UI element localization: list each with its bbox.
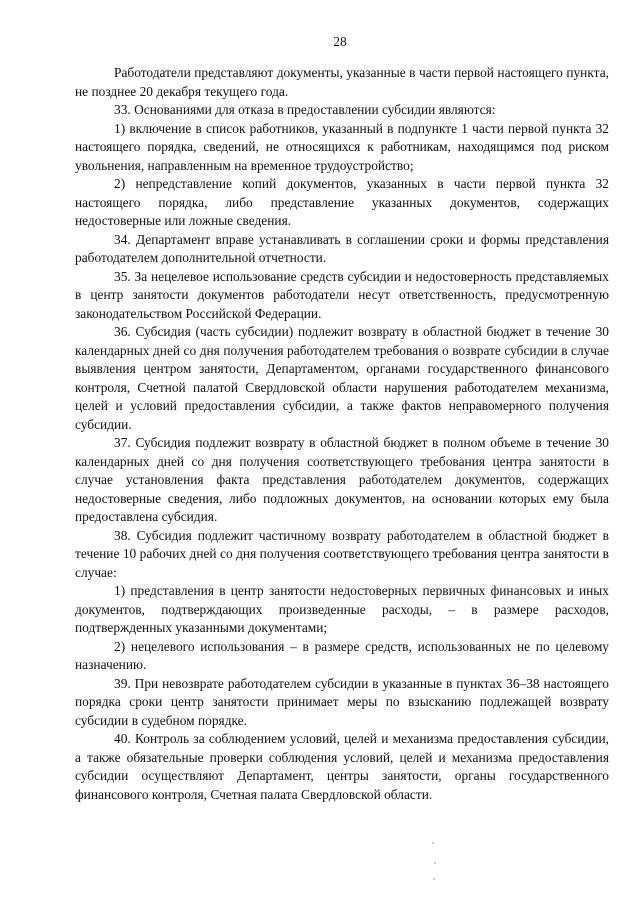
paragraph-33-item-1: 1) включение в список работников, указанный в подпункте 1 части первой пункта 32 настоящего порядка, сведений, не относящихся к работникам, находящимся под риском увольнения, направленным на временное трудоустройство; <box>75 120 609 173</box>
scan-speck <box>434 862 436 864</box>
paragraph-39: 39. При невозврате работодателем субсидии в указанные в пунктах 36–38 настоящего порядка сроки центр занятости принимает меры по взысканию подлежащей возврату субсидии в судебном порядке. <box>75 675 609 728</box>
paragraph-36: 36. Субсидия (часть субсидии) подлежит возврату в областной бюджет в течение 30 календарных дней со дня получения работодателем требования о возврате субсидии в случае выявления центром занятости, Департаментом, органами государственного финансового контроля, Счетной палатой Свердловской области нарушения работодателем механизма, целей и условий предоставления субсидии, а также фактов неправомерного получения субсидии. <box>75 324 609 432</box>
document-body <box>75 64 609 804</box>
paragraph-37: 37. Субсидия подлежит возврату в областной бюджет в полном объеме в течение 30 календарных дней со дня получения соответствующего требования центра занятости в случае установления факта представления работодателем документов, содержащих недостоверные сведения, либо подложных документов, на основании которых ему была предоставлена субсидия. <box>75 435 609 524</box>
paragraph-38: 38. Субсидия подлежит частичному возврату работодателем в областной бюджет в течение 10 рабочих дней со дня получения соответствующего требования центра занятости в случае: <box>75 527 609 580</box>
page-number: 28 <box>333 34 347 49</box>
scan-speck <box>432 842 434 844</box>
paragraph-38-item-1: 1) представления в центр занятости недостоверных первичных финансовых и иных документов, подтверждающих произведенные расходы, – в размере расходов, подтвержденных указанными документами; <box>75 583 609 635</box>
paragraph-35: 35. За нецелевое использование средств субсидии и недостоверность представляемых в центр занятости документов работодатели несут ответственность, предусмотренную законодательством Российской Федерации. <box>75 268 609 321</box>
paragraph-40: 40. Контроль за соблюдением условий, целей и механизма предоставления субсидии, а также обязательные проверки соблюдения условий, целей и механизма предоставления субсидии осуществляют Департамент, центры занятости, органы государственного финансового контроля, Счетная палата Свердловской области. <box>75 731 609 802</box>
paragraph-38-item-2: 2) нецелевого использования – в размере средств, использованных не по целевому назначению. <box>75 638 609 672</box>
paragraph-submission-deadline: Работодатели представляют документы, указанные в части первой настоящего пункта, не позднее 20 декабря текущего года. <box>75 65 609 99</box>
paragraph-33-item-2: 2) непредставление копий документов, указанных в части первой пункта 32 настоящего порядка, либо представление указанных документов, содержащих недостоверные или ложные сведения. <box>75 176 609 228</box>
paragraph-34: 34. Департамент вправе устанавливать в соглашении сроки и формы представления работодателем дополнительной отчетности. <box>75 231 609 265</box>
scan-speck <box>433 878 435 880</box>
paragraph-33-refusal-grounds: 33. Основаниями для отказа в предоставлении субсидии являются: <box>114 102 496 117</box>
